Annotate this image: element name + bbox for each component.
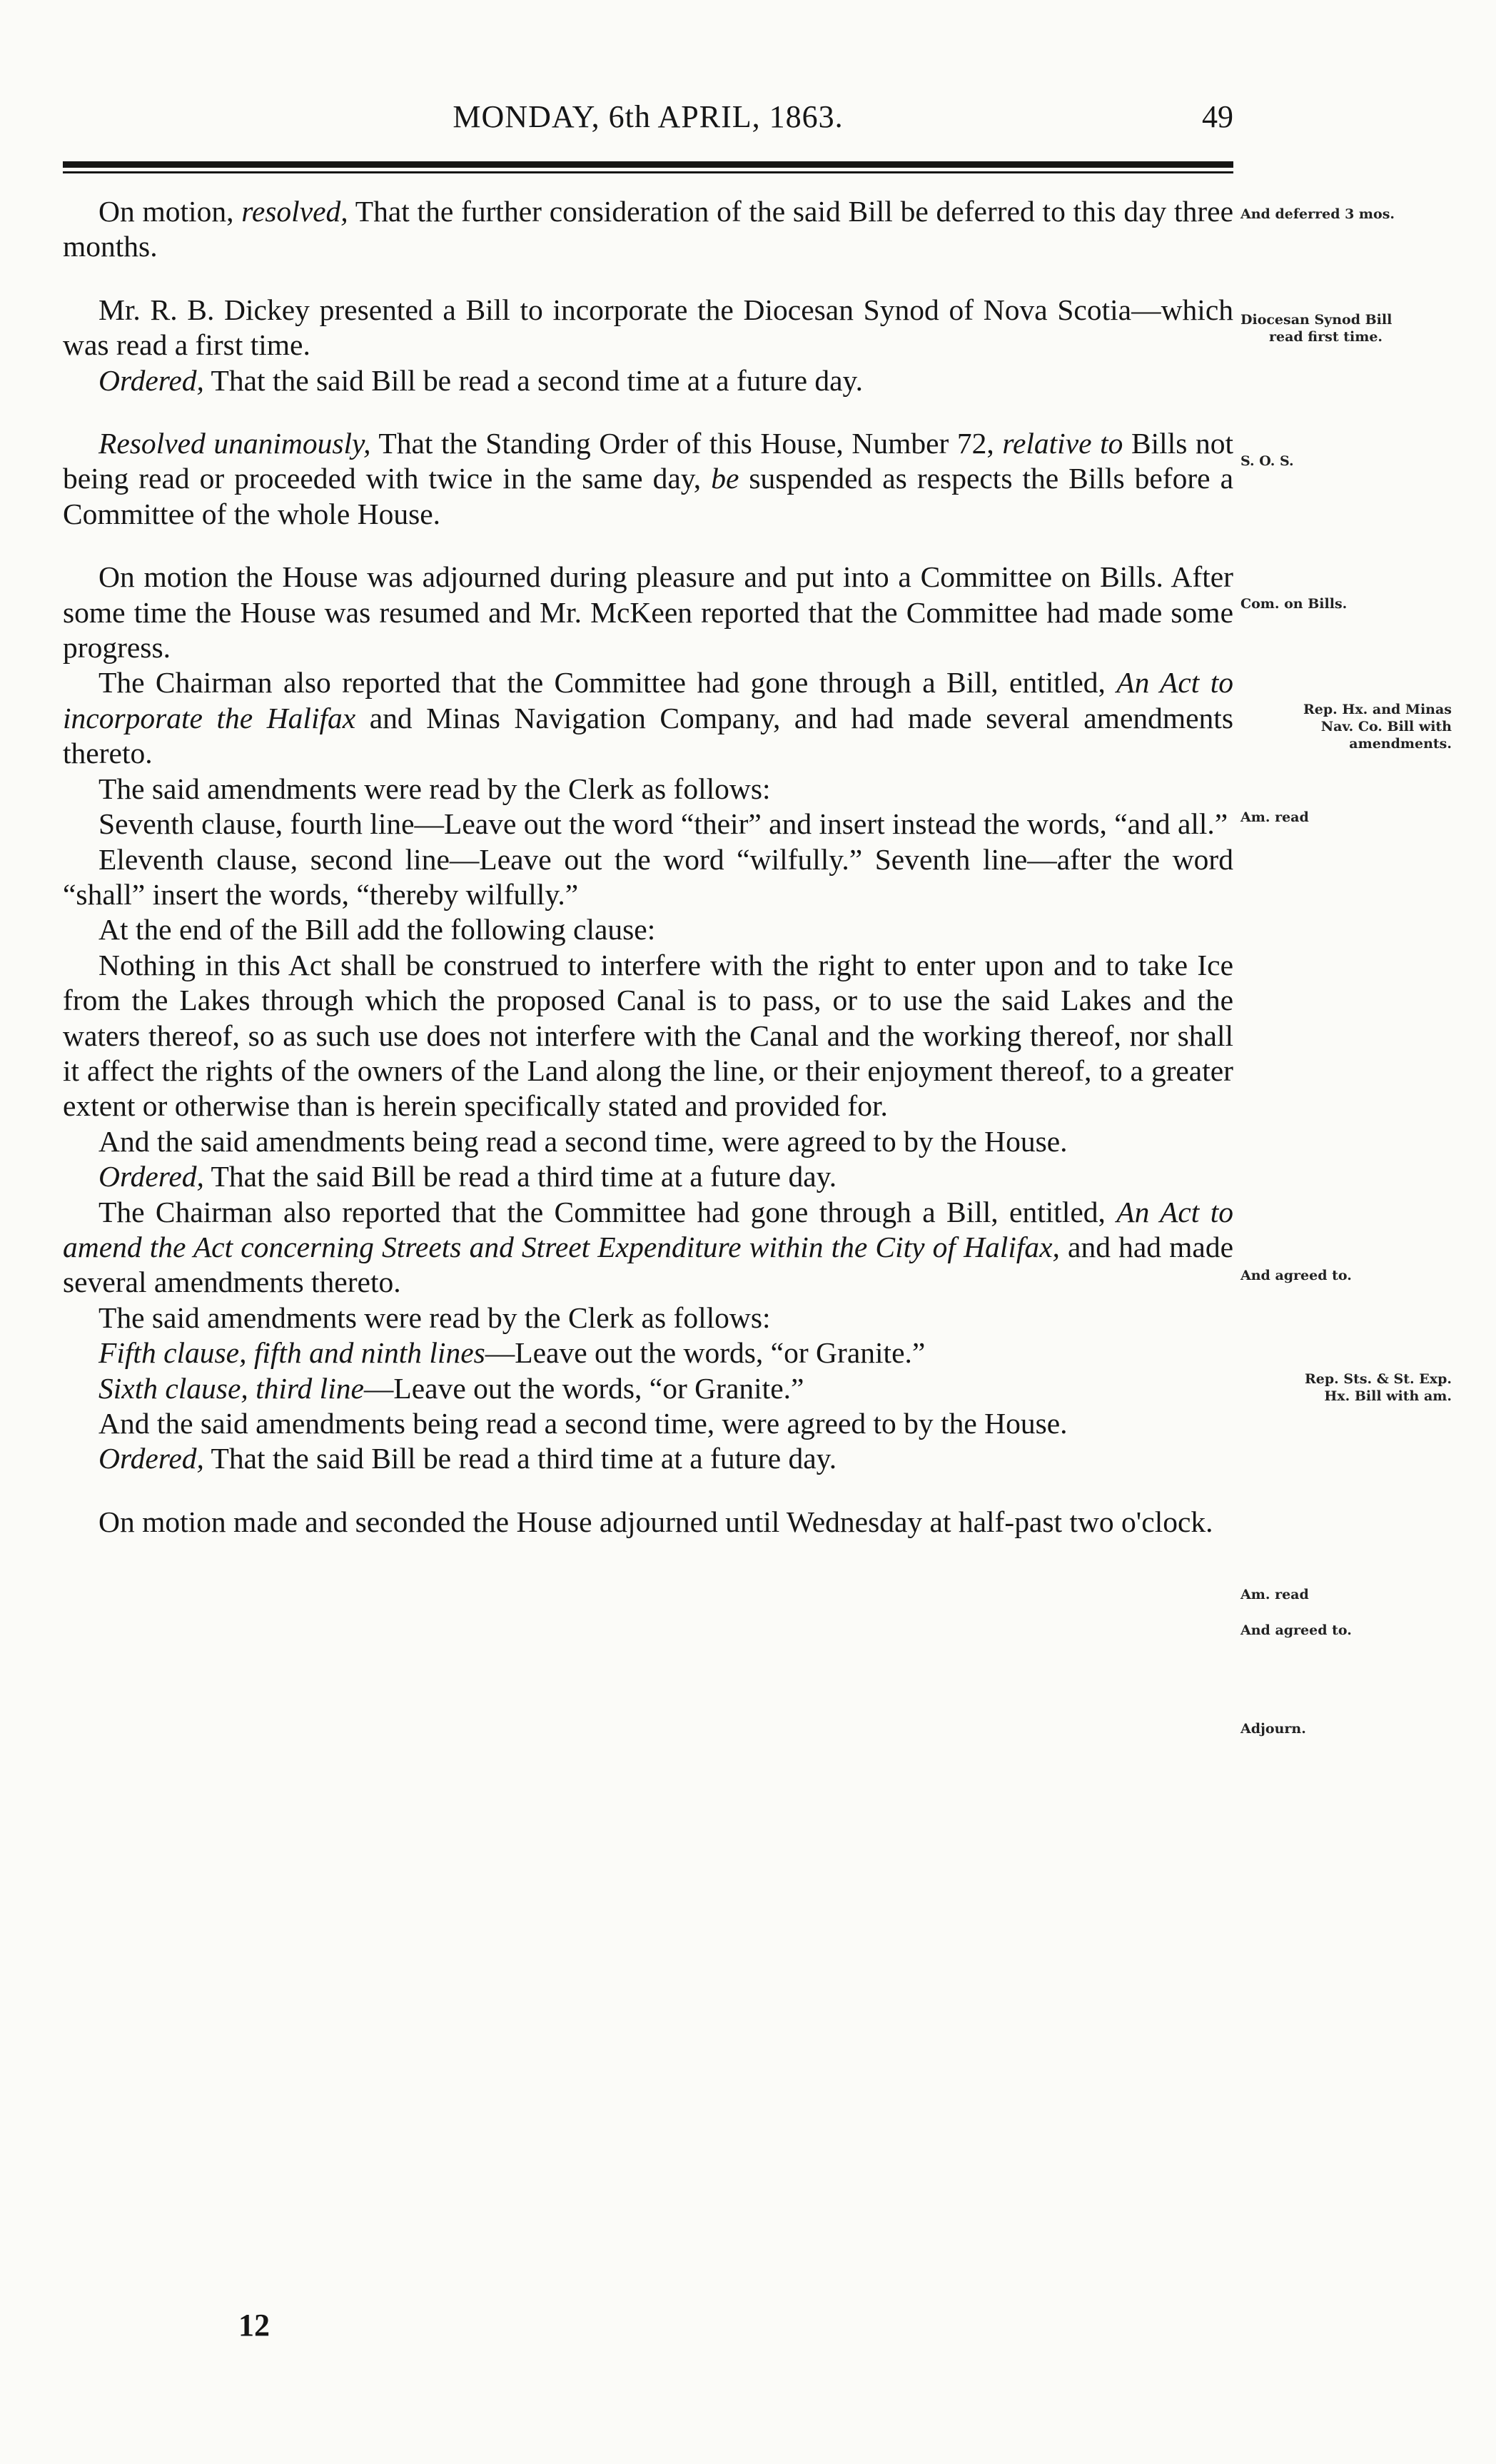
text-run: At the end of the Bill add the following clause:	[98, 913, 656, 946]
text-run: and Minas Navigation Company, and had made several amendments thereto.	[63, 701, 1233, 770]
margin-note-text: And agreed to.	[1240, 1268, 1352, 1283]
text-run: That the said Bill be read a third time at a future day.	[203, 1160, 837, 1193]
italic-text-run: An Act to amend the Act concerning Streets and Street Expenditure within the City of Halifax,	[63, 1195, 1233, 1263]
margin-note-text: Com. on Bills.	[1240, 596, 1348, 612]
italic-text-run: Resolved unanimously,	[98, 427, 371, 460]
text-run: On motion the House was adjourned during pleasure and put into a Committee on Bills. After some time the House was resumed and Mr. McKeen reported that the Committee had made some progress.	[63, 560, 1233, 665]
paragraph	[63, 194, 1233, 265]
margin-note-text: read first time.	[1269, 329, 1383, 345]
paragraph	[63, 842, 1233, 913]
text-run: That the said Bill be read a second time at a future day.	[203, 363, 863, 397]
paragraph	[63, 1301, 1233, 1335]
text-run: And the said amendments being read a second time, were agreed to by the House.	[98, 1407, 1068, 1440]
paragraph	[63, 1335, 1233, 1370]
paragraph	[63, 1441, 1233, 1476]
italic-text-run: Ordered,	[98, 1442, 204, 1475]
margin-note-text: Hx. Bill with am.	[1324, 1388, 1452, 1404]
page-date-title: MONDAY, 6th APRIL, 1863.	[453, 99, 844, 134]
italic-text-run: relative to	[1002, 427, 1123, 460]
margin-note-text: Adjourn.	[1240, 1721, 1306, 1737]
text-run: Bills not being read or proceeded with twice in the same day,	[63, 427, 1233, 495]
paragraph	[63, 1371, 1233, 1406]
text-run: Mr. R. B. Dickey presented a Bill to incorporate the Diocesan Synod of Nova Scotia—which was read a first time.	[63, 293, 1233, 362]
paragraph	[63, 1505, 1233, 1540]
text-run: On motion made and seconded the House adjourned until Wednesday at half-past two o'clock.	[98, 1505, 1213, 1538]
italic-text-run: Sixth clause, third line	[98, 1371, 364, 1405]
text-run: That the further consideration of the said Bill be deferred to this day three months.	[63, 195, 1233, 263]
italic-text-run: Fifth clause, fifth and ninth lines	[98, 1336, 485, 1370]
text-run: Nothing in this Act shall be construed to interfere with the right to enter upon and to take Ice from the Lakes through which the proposed Canal is to pass, or to use the said Lakes and the waters thereof, so as such use does not interfere with the Canal and the working thereof, nor shall it affect the rights of the owners of the Land along the line, or their enjoyment thereof, to a greater extent or otherwise than is herein specifically stated and provided for.	[63, 948, 1233, 1123]
italic-text-run: Ordered,	[98, 1160, 204, 1193]
text-run: The said amendments were read by the Clerk as follows:	[98, 772, 771, 805]
margin-note-am-read-2	[1240, 1586, 1455, 1603]
italic-text-run: be	[711, 462, 739, 495]
margin-note-sos	[1240, 453, 1455, 470]
paragraph	[63, 912, 1233, 947]
paragraph	[63, 1124, 1233, 1159]
paragraph	[63, 560, 1233, 665]
text-run: And the said amendments being read a second time, were agreed to by the House.	[98, 1124, 1068, 1158]
margin-note-synod	[1240, 311, 1455, 345]
text-run: On motion,	[98, 195, 242, 228]
text-run: —Leave out the words, “or Granite.”	[485, 1336, 926, 1370]
italic-text-run: resolved,	[241, 195, 348, 228]
margin-note-text: Diocesan Synod Bill	[1240, 312, 1393, 328]
text-run: Eleventh clause, second line—Leave out the word “wilfully.” Seventh line—after the word “shall” insert the words, “thereby wilfully.”	[63, 842, 1233, 911]
page-header	[63, 99, 1233, 148]
paragraph	[63, 807, 1233, 842]
text-run: and had made several amendments thereto.	[63, 1230, 1233, 1299]
text-run: The Chairman also reported that the Committee had gone through a Bill, entitled,	[98, 666, 1117, 700]
margin-note-deferred	[1240, 206, 1455, 223]
paragraph	[63, 948, 1233, 1124]
paragraph	[63, 1406, 1233, 1441]
margin-note-agreed-2	[1240, 1622, 1455, 1639]
paragraph	[63, 1159, 1233, 1194]
page-number: 49	[1202, 99, 1233, 134]
margin-note-adjourn	[1240, 1720, 1455, 1737]
text-run: That the Standing Order of this House, Number 72,	[370, 427, 1003, 460]
header-rule-thick	[63, 161, 1233, 168]
signature-mark: 12	[238, 2308, 270, 2343]
margin-note-streets	[1240, 1370, 1452, 1405]
margin-note-agreed	[1240, 1267, 1455, 1284]
paragraph	[63, 665, 1233, 771]
journal-body	[63, 194, 1233, 1540]
margin-note-text: And deferred 3 mos.	[1240, 206, 1395, 222]
margin-note-text: Am. read	[1240, 809, 1309, 825]
text-run: Seventh clause, fourth line—Leave out the word “their” and insert instead the words, “and all.”	[98, 807, 1228, 841]
margin-note-am-read	[1240, 809, 1455, 826]
text-run: The Chairman also reported that the Committee had gone through a Bill, entitled,	[98, 1195, 1117, 1228]
italic-text-run: An Act to incorporate the Halifax	[63, 666, 1233, 734]
margin-note-com-bills	[1240, 595, 1455, 612]
margin-note-text: Nav. Co. Bill with	[1320, 719, 1452, 734]
text-run: —Leave out the words, “or Granite.”	[363, 1371, 804, 1405]
paragraph	[63, 1195, 1233, 1301]
italic-text-run: Ordered,	[98, 363, 204, 397]
margin-note-hx-minas	[1240, 701, 1452, 752]
margin-note-text: S. O. S.	[1240, 453, 1294, 469]
text-run: That the said Bill be read a third time at a future day.	[203, 1442, 837, 1475]
text-run: suspended as respects the Bills before a Committee of the whole House.	[63, 462, 1233, 530]
paragraph	[63, 293, 1233, 363]
text-run: The said amendments were read by the Clerk as follows:	[98, 1301, 771, 1334]
paragraph	[63, 772, 1233, 807]
margin-note-text: And agreed to.	[1240, 1622, 1352, 1638]
margin-note-text: Am. read	[1240, 1587, 1309, 1602]
paragraph	[63, 426, 1233, 532]
margin-note-text: Rep. Sts. & St. Exp.	[1304, 1371, 1452, 1387]
margin-note-text: Rep. Hx. and Minas	[1303, 702, 1452, 717]
paragraph	[63, 363, 1233, 398]
header-rule-thin	[63, 171, 1233, 173]
margin-note-text: amendments.	[1349, 736, 1452, 752]
